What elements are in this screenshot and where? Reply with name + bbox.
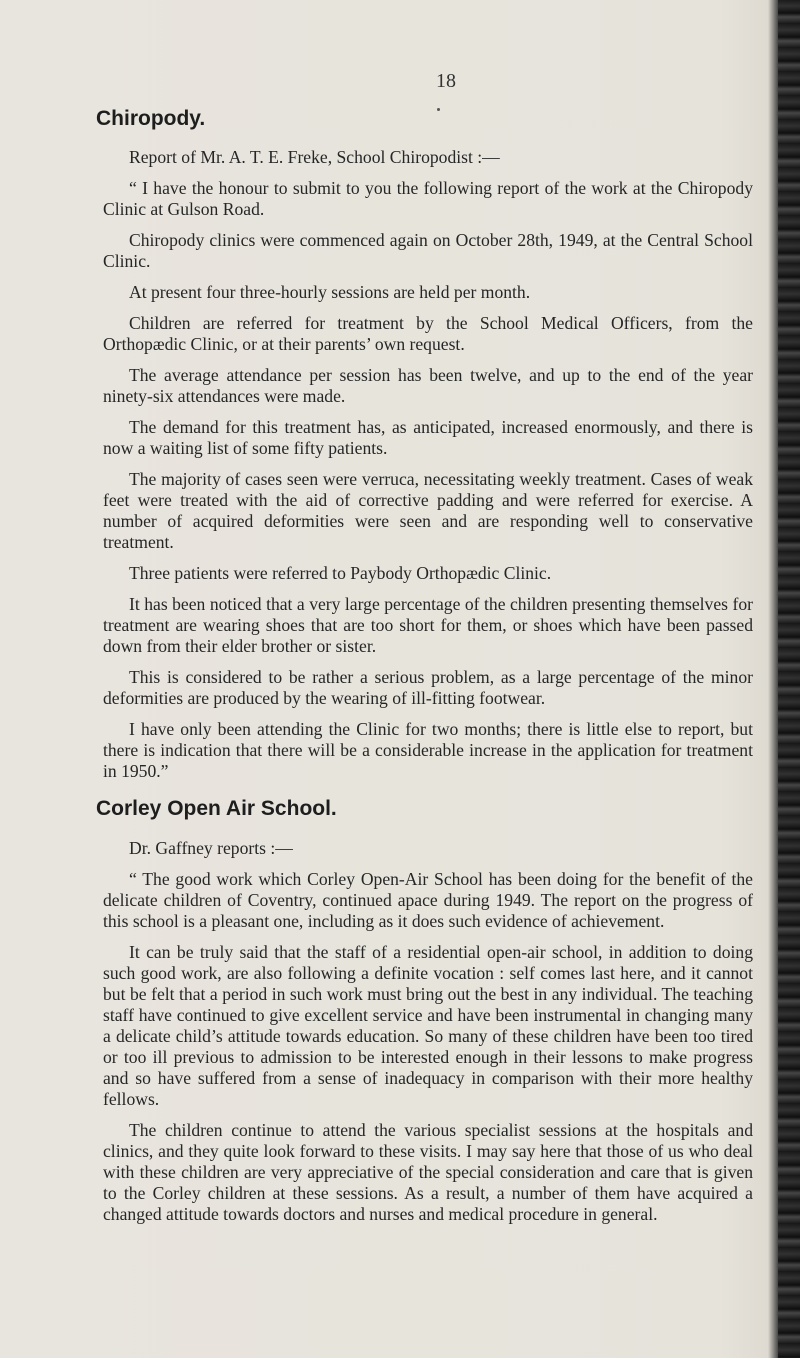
section-heading-chiropody: Chiropody. [96,107,206,130]
paragraph: It has been noticed that a very large percentage of the children presenting themselves for treatment are wearing shoes that are too short for them, or shoes which have been passed down from their elder brother or sister. [103,594,753,656]
paragraph: “ The good work which Corley Open-Air School has been doing for the benefit of the delicate children of Coventry, continued apace during 1949. The report on the progress of this school is a pleasant one, including as it does such evidence of achievement. [103,869,753,931]
paragraph: It can be truly said that the staff of a residential open-air school, in addition to doing such good work, are also following a definite vocation : self comes last here, and it cannot but be felt that a period in such work must bring out the best in any individual. The teaching staff have continued to give excellent service and have been instrumental in changing many a delicate child’s attitude towards education. So many of these children have been too tired or too ill previous to admission to be interested enough in their lessons to make progress and so have suffered from a sense of inadequacy in comparison with their more healthy fellows. [103,942,753,1109]
paragraph: “ I have the honour to submit to you the following report of the work at the Chiropody Clinic at Gulson Road. [103,178,753,219]
paragraph: Three patients were referred to Paybody Orthopædic Clinic. [129,563,552,583]
section-body-corley [103,838,753,1235]
page-binding-edge [778,0,800,1358]
paragraph: The majority of cases seen were verruca, necessitating weekly treatment. Cases of weak feet were treated with the aid of corrective padding and were referred for exercise. A number of acquired deformities were seen and are responding well to conservative treatment. [103,469,753,552]
paragraph: This is considered to be rather a serious problem, as a large percentage of the minor deformities are produced by the wearing of ill-fitting footwear. [103,667,753,708]
paragraph: Report of Mr. A. T. E. Freke, School Chiropodist :— [129,147,500,167]
paragraph: The average attendance per session has been twelve, and up to the end of the year ninety-six attendances were made. [103,365,753,406]
page-number: 18 [436,70,456,92]
paragraph: Dr. Gaffney reports :— [129,838,293,858]
paragraph: At present four three-hourly sessions are held per month. [129,282,531,302]
section-heading-corley: Corley Open Air School. [96,797,337,820]
ink-speck [437,108,440,111]
paragraph: The children continue to attend the various specialist sessions at the hospitals and clinics, and they quite look forward to these visits. I may say here that those of us who deal with these children are very appreciative of the special consideration and care that is given to the Corley children at these sessions. As a result, a number of them have acquired a changed attitude towards doctors and nurses and medical procedure in general. [103,1120,753,1224]
paragraph: The demand for this treatment has, as anticipated, increased enormously, and there is now a waiting list of some fifty patients. [103,417,753,458]
paragraph: Children are referred for treatment by the School Medical Officers, from the Orthopædic Clinic, or at their parents’ own request. [103,313,753,354]
paragraph: I have only been attending the Clinic for two months; there is little else to report, but there is indication that there will be a considerable increase in the application for treatment in 1950.” [103,719,753,781]
section-body-chiropody [103,147,753,792]
paragraph: Chiropody clinics were commenced again on October 28th, 1949, at the Central School Clinic. [103,230,753,271]
